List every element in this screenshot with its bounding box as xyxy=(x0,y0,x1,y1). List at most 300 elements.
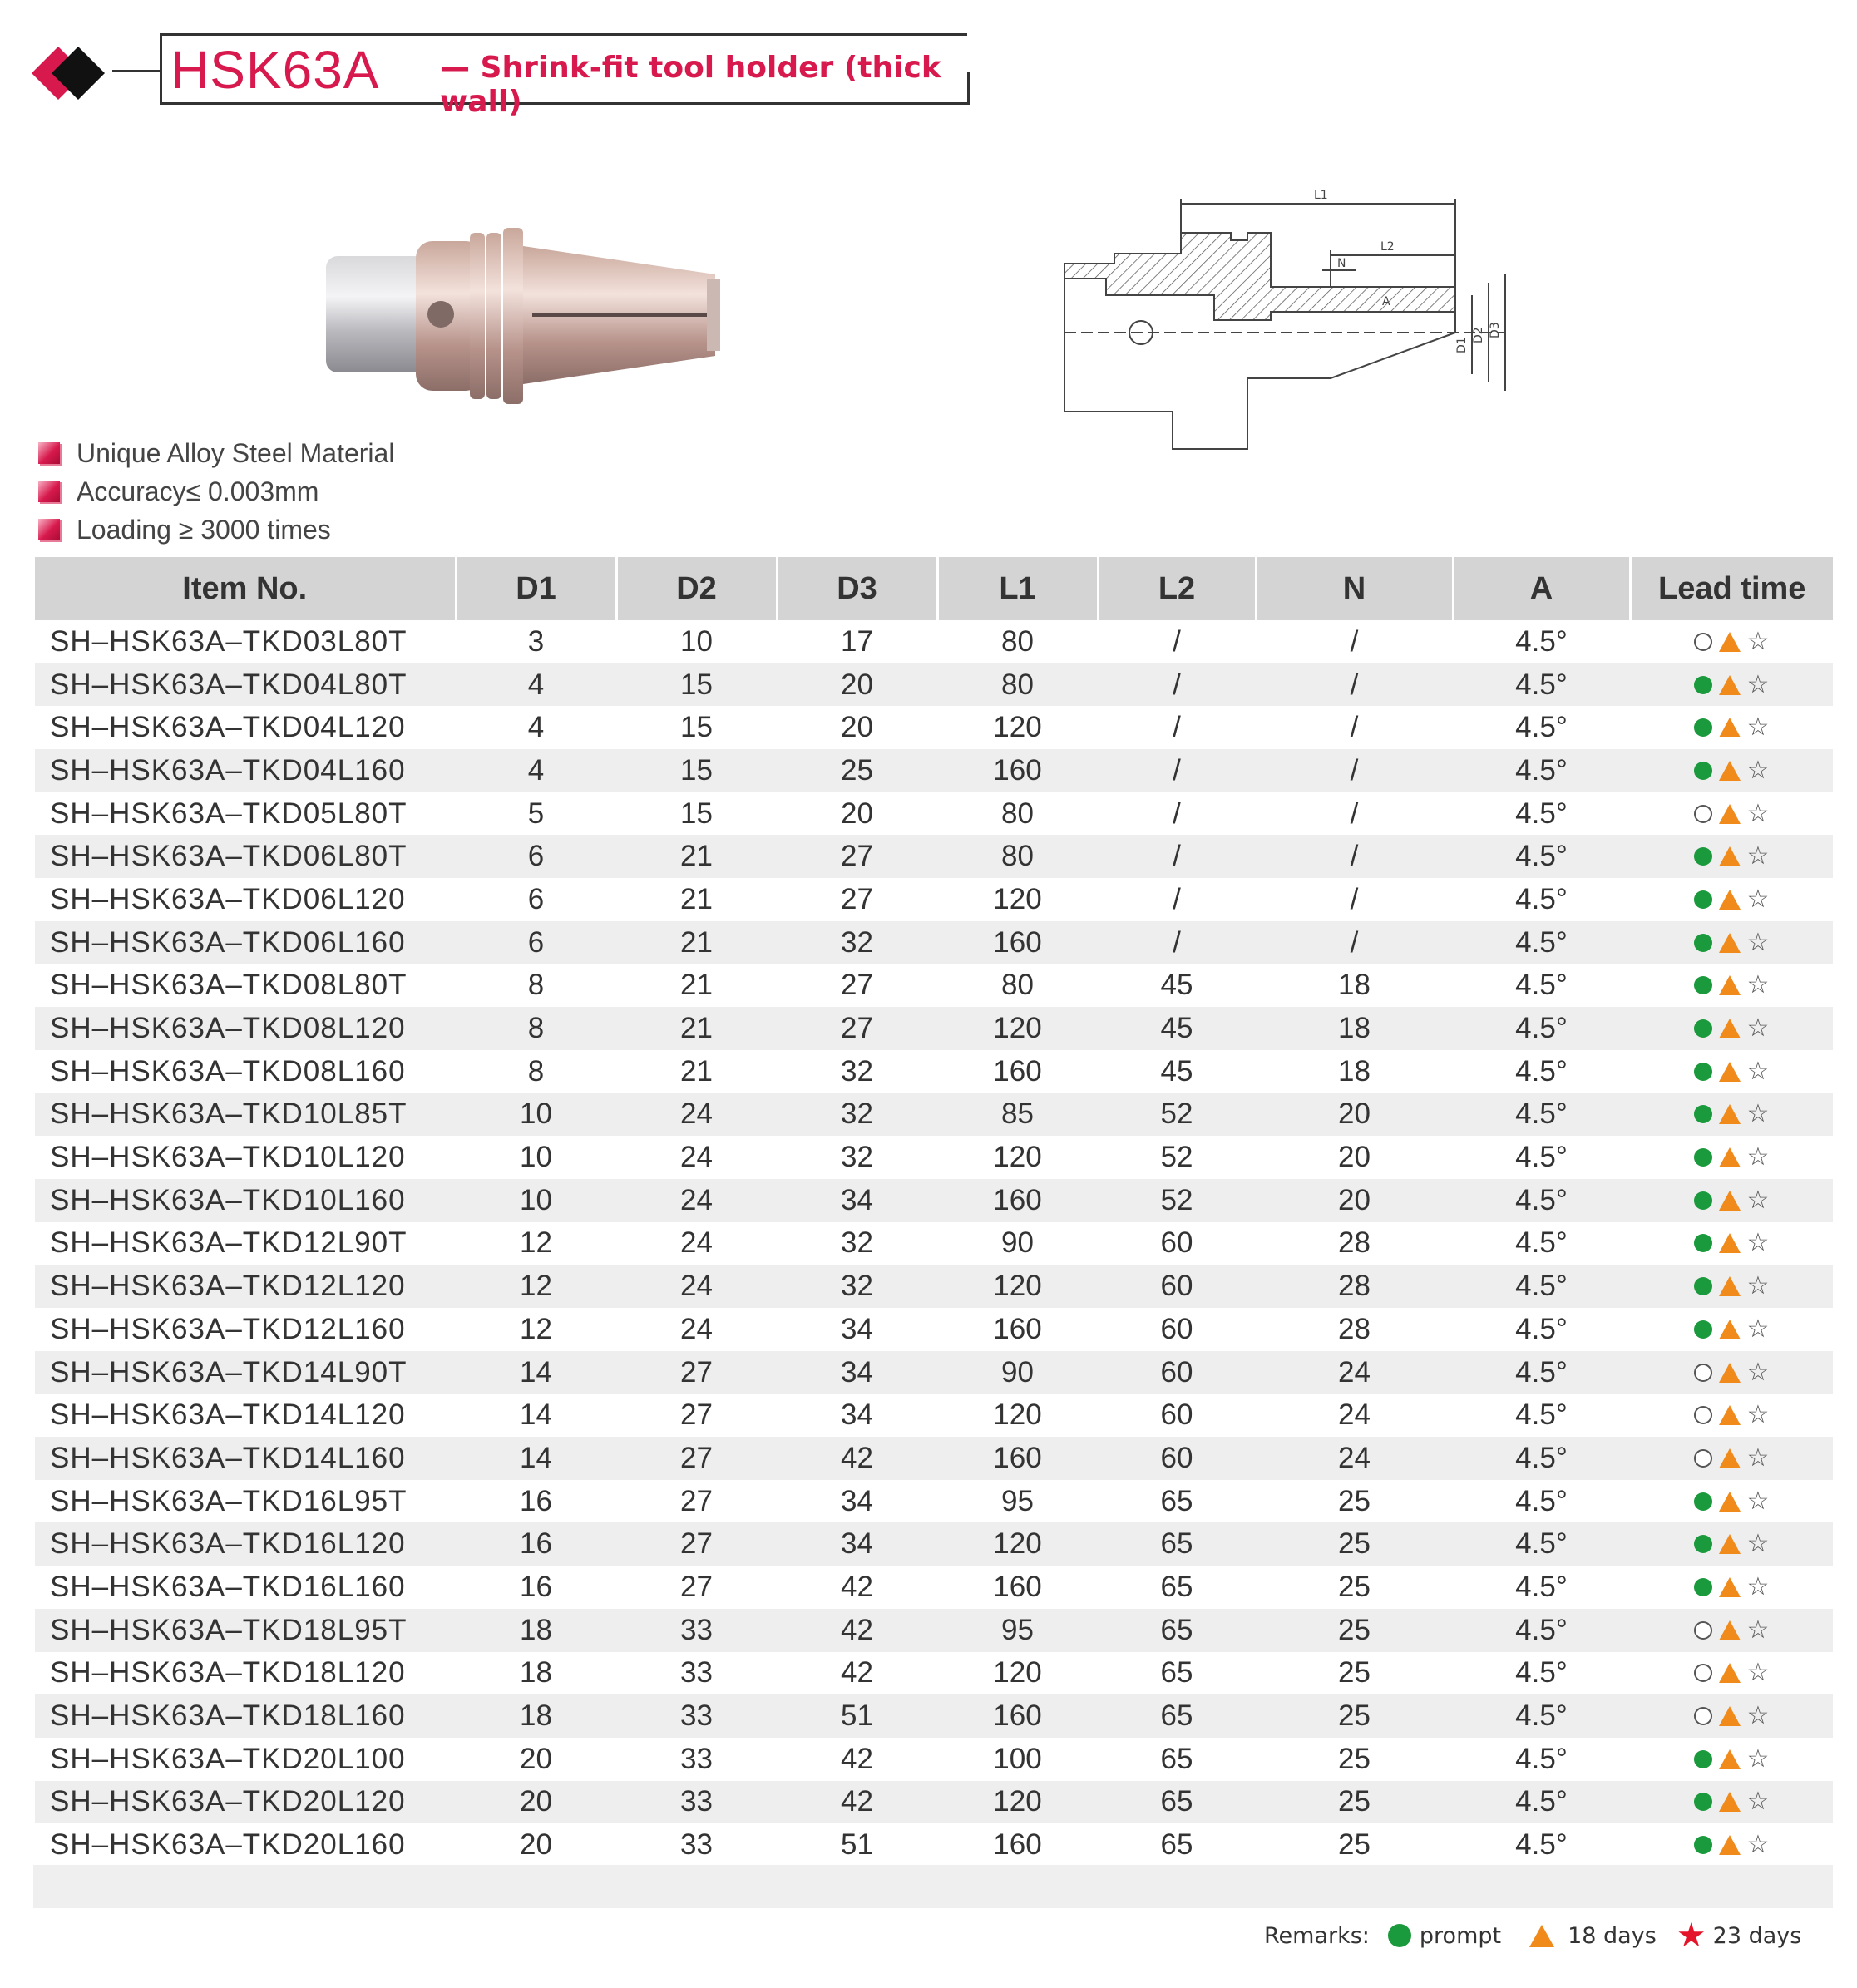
cell-l1: 120 xyxy=(993,1399,1042,1432)
cell-d2: 10 xyxy=(680,624,713,658)
cell-n: / xyxy=(1256,921,1453,964)
orange-triangle-icon xyxy=(1719,1663,1741,1683)
cell-l2: 60 xyxy=(1098,1265,1256,1308)
star-outline-icon: ☆ xyxy=(1746,1830,1770,1860)
cell-d2: 24 xyxy=(680,1226,713,1260)
cell-l2: 52 xyxy=(1160,1141,1193,1174)
orange-triangle-icon xyxy=(1719,1405,1741,1425)
orange-triangle-icon xyxy=(1719,933,1741,953)
cell-l1: 160 xyxy=(937,1694,1098,1738)
cell-lead-time xyxy=(1630,964,1833,1008)
cell-a: 4.5° xyxy=(1453,1437,1630,1480)
cell-l1: 160 xyxy=(937,1179,1098,1222)
cell-l1: 120 xyxy=(937,1781,1098,1824)
lead-time-icons xyxy=(1694,1228,1770,1258)
header-l2: L2 xyxy=(1098,557,1256,620)
cell-n: 24 xyxy=(1256,1351,1453,1394)
cell-item-no: SH–HSK63A–TKD18L95T xyxy=(35,1609,456,1652)
empty-circle-icon xyxy=(1694,1621,1712,1640)
cell-lead-time xyxy=(1630,835,1833,878)
cell-a: 4.5° xyxy=(1515,624,1568,658)
cell-d2: 33 xyxy=(680,1742,713,1775)
table-row xyxy=(35,1394,1833,1437)
cell-n: / xyxy=(1256,835,1453,878)
cell-d2: 15 xyxy=(616,749,777,792)
lead-time-icons xyxy=(1694,1357,1770,1387)
lead-time-icons xyxy=(1694,1571,1770,1601)
cell-d3: 34 xyxy=(841,1399,873,1432)
table-row xyxy=(35,964,1833,1008)
cell-d3: 42 xyxy=(777,1437,937,1480)
cell-lead-time xyxy=(1630,1609,1833,1652)
green-dot-icon xyxy=(1694,934,1712,952)
cell-d2: 27 xyxy=(680,1570,713,1603)
orange-triangle-icon xyxy=(1719,718,1741,737)
empty-circle-icon xyxy=(1694,805,1712,823)
cell-d3: 20 xyxy=(841,711,873,744)
cell-item-no: SH–HSK63A–TKD05L80T xyxy=(50,797,407,830)
cell-d1: 18 xyxy=(520,1656,552,1690)
cell-n: 25 xyxy=(1338,1484,1371,1517)
cell-item-no: SH–HSK63A–TKD16L120 xyxy=(35,1522,456,1566)
drawing-label-d2: D2 xyxy=(1472,327,1485,343)
table-row xyxy=(35,1566,1833,1609)
feature-item xyxy=(38,472,394,511)
cell-d1: 12 xyxy=(520,1226,552,1260)
table-row xyxy=(35,620,1833,663)
green-dot-icon xyxy=(1694,1148,1712,1167)
lead-time-icons xyxy=(1694,1142,1770,1172)
cell-d2: 33 xyxy=(680,1656,713,1690)
lead-time-icons xyxy=(1694,1529,1770,1559)
cell-d1: 20 xyxy=(520,1742,552,1775)
cell-d2: 27 xyxy=(680,1484,713,1517)
cell-l1: 160 xyxy=(993,1312,1042,1345)
cell-l1: 160 xyxy=(993,1570,1042,1603)
cell-item-no: SH–HSK63A–TKD12L90T xyxy=(50,1226,407,1260)
cell-d1: 16 xyxy=(456,1522,616,1566)
cell-lead-time xyxy=(1630,1265,1833,1308)
cell-n: / xyxy=(1350,797,1359,830)
cell-l2: 65 xyxy=(1098,1694,1256,1738)
cell-a: 4.5° xyxy=(1515,882,1568,915)
cell-d1: 16 xyxy=(520,1570,552,1603)
star-outline-icon: ☆ xyxy=(1746,1529,1770,1559)
cell-lead-time xyxy=(1630,663,1833,707)
cell-n: 24 xyxy=(1256,1437,1453,1480)
cell-l1: 160 xyxy=(937,749,1098,792)
cell-d3: 42 xyxy=(841,1742,873,1775)
star-outline-icon: ☆ xyxy=(1746,755,1770,785)
square-bullet-icon xyxy=(38,481,60,502)
cell-lead-time xyxy=(1630,1093,1833,1137)
green-dot-icon xyxy=(1694,1836,1712,1854)
cell-a: 4.5° xyxy=(1453,1694,1630,1738)
cell-n: 25 xyxy=(1338,1570,1371,1603)
cell-l2: 60 xyxy=(1160,1312,1193,1345)
cell-d2: 21 xyxy=(680,1054,713,1088)
cell-d1: 14 xyxy=(456,1351,616,1394)
cell-d3: 27 xyxy=(841,969,873,1002)
cell-item-no: SH–HSK63A–TKD12L160 xyxy=(50,1312,406,1345)
cell-lead-time xyxy=(1630,1222,1833,1265)
cell-d2: 21 xyxy=(616,1007,777,1050)
cell-item-no: SH–HSK63A–TKD08L80T xyxy=(50,969,407,1002)
cell-d1: 8 xyxy=(527,1054,545,1088)
cell-n: 18 xyxy=(1338,969,1371,1002)
cell-l2: / xyxy=(1098,749,1256,792)
star-outline-icon: ☆ xyxy=(1746,884,1770,914)
cell-d1: 8 xyxy=(527,969,545,1002)
table-row xyxy=(35,1093,1833,1137)
cell-l2: 60 xyxy=(1160,1399,1193,1432)
cell-a: 4.5° xyxy=(1515,1054,1568,1088)
lead-time-icons xyxy=(1694,1744,1770,1773)
table-header-row xyxy=(35,557,1833,620)
lead-time-icons xyxy=(1694,1701,1770,1731)
star-outline-icon: ☆ xyxy=(1746,1271,1770,1301)
cell-l1: 160 xyxy=(993,1828,1042,1862)
cell-l2: / xyxy=(1173,624,1181,658)
lead-time-icons xyxy=(1694,1099,1770,1129)
cell-d1: 16 xyxy=(520,1484,552,1517)
cell-d3: 34 xyxy=(777,1351,937,1394)
lead-time-icons xyxy=(1694,1615,1770,1645)
cell-lead-time xyxy=(1630,1179,1833,1222)
cell-d3: 25 xyxy=(777,749,937,792)
cell-d1: 18 xyxy=(456,1694,616,1738)
cell-n: 18 xyxy=(1338,1054,1371,1088)
orange-triangle-icon xyxy=(1719,1233,1741,1253)
cell-d2: 27 xyxy=(616,1522,777,1566)
feature-text: Loading ≥ 3000 times xyxy=(77,514,331,545)
orange-triangle-icon xyxy=(1719,1620,1741,1640)
cell-d2: 21 xyxy=(680,969,713,1002)
cell-d3: 32 xyxy=(841,1054,873,1088)
star-outline-icon: ☆ xyxy=(1746,1744,1770,1773)
orange-triangle-icon xyxy=(1719,1835,1741,1855)
star-outline-icon: ☆ xyxy=(1746,970,1770,1000)
orange-triangle-icon xyxy=(1719,890,1741,910)
cell-l1: 160 xyxy=(937,1437,1098,1480)
cell-l1: 160 xyxy=(993,1054,1042,1088)
lead-time-icons xyxy=(1694,970,1770,1000)
remarks-23-days: 23 days xyxy=(1712,1922,1802,1949)
table-row xyxy=(35,1480,1833,1523)
cell-l1: 120 xyxy=(937,1522,1098,1566)
square-bullet-icon xyxy=(38,519,60,540)
spec-table-wrapper xyxy=(35,557,1833,1867)
cell-item-no: SH–HSK63A–TKD20L120 xyxy=(35,1781,456,1824)
table-row xyxy=(35,1136,1833,1179)
cell-lead-time xyxy=(1630,878,1833,921)
cell-n: 20 xyxy=(1256,1093,1453,1137)
cell-d3: 32 xyxy=(841,1141,873,1174)
cell-d2: 15 xyxy=(680,797,713,830)
cell-d2: 21 xyxy=(616,835,777,878)
table-row xyxy=(35,1222,1833,1265)
table-row xyxy=(35,1437,1833,1480)
cell-item-no: SH–HSK63A–TKD10L120 xyxy=(50,1141,406,1174)
cell-l2: 45 xyxy=(1160,1054,1193,1088)
cell-l1: 80 xyxy=(1001,797,1034,830)
cell-item-no: SH–HSK63A–TKD04L160 xyxy=(35,749,456,792)
cell-d3: 32 xyxy=(777,1093,937,1137)
cell-item-no: SH–HSK63A–TKD08L120 xyxy=(35,1007,456,1050)
lead-time-icons xyxy=(1694,1486,1770,1516)
cell-n: 18 xyxy=(1256,1007,1453,1050)
cell-a: 4.5° xyxy=(1515,1570,1568,1603)
cell-lead-time xyxy=(1630,1437,1833,1480)
cell-l2: 45 xyxy=(1098,1007,1256,1050)
orange-triangle-icon xyxy=(1719,1104,1741,1124)
cell-d2: 24 xyxy=(680,1141,713,1174)
remarks-label: Remarks: xyxy=(1264,1922,1370,1949)
cell-d3: 42 xyxy=(841,1656,873,1690)
cell-d3: 27 xyxy=(777,835,937,878)
cell-a: 4.5° xyxy=(1515,1141,1568,1174)
cell-d2: 33 xyxy=(616,1781,777,1824)
table-row xyxy=(35,835,1833,878)
cell-n: / xyxy=(1350,882,1359,915)
table-row xyxy=(35,1007,1833,1050)
cell-lead-time xyxy=(1630,921,1833,964)
cell-l1: 80 xyxy=(1001,969,1034,1002)
cell-l1: 90 xyxy=(937,1351,1098,1394)
cell-n: 25 xyxy=(1338,1828,1371,1862)
feature-item xyxy=(38,511,394,549)
cell-l2: 65 xyxy=(1160,1742,1193,1775)
drawing-label-l1: L1 xyxy=(1314,189,1328,202)
cell-n: 25 xyxy=(1338,1742,1371,1775)
drawing-label-l2: L2 xyxy=(1380,240,1395,254)
star-outline-icon: ☆ xyxy=(1746,626,1770,656)
technical-drawing xyxy=(1056,187,1538,453)
cell-a: 4.5° xyxy=(1515,1742,1568,1775)
cell-n: 25 xyxy=(1256,1522,1453,1566)
cell-l1: 160 xyxy=(937,921,1098,964)
cell-lead-time xyxy=(1630,1652,1833,1695)
green-dot-icon xyxy=(1694,1793,1712,1811)
cell-d1: 12 xyxy=(520,1312,552,1345)
cell-d3: 42 xyxy=(841,1570,873,1603)
orange-triangle-icon xyxy=(1719,1191,1741,1211)
cell-d1: 10 xyxy=(520,1141,552,1174)
header-connector-line xyxy=(112,70,161,72)
lead-time-icons xyxy=(1694,1830,1770,1860)
lead-time-icons xyxy=(1694,1314,1770,1344)
cell-item-no: SH–HSK63A–TKD06L160 xyxy=(35,921,456,964)
spec-table xyxy=(35,557,1833,1867)
orange-triangle-icon xyxy=(1719,1363,1741,1383)
table-row xyxy=(35,1781,1833,1824)
cell-l2: 45 xyxy=(1160,969,1193,1002)
cell-d1: 4 xyxy=(456,663,616,707)
lead-time-icons xyxy=(1694,841,1770,871)
cell-d3: 42 xyxy=(777,1781,937,1824)
cell-a: 4.5° xyxy=(1515,1399,1568,1432)
cell-d3: 27 xyxy=(841,882,873,915)
orange-triangle-icon xyxy=(1719,975,1741,995)
cell-a: 4.5° xyxy=(1453,835,1630,878)
cell-l2: / xyxy=(1173,797,1181,830)
cell-lead-time xyxy=(1630,1738,1833,1781)
orange-triangle-icon xyxy=(1719,632,1741,652)
cell-l1: 120 xyxy=(993,882,1042,915)
cell-item-no: SH–HSK63A–TKD14L90T xyxy=(35,1351,456,1394)
cell-item-no: SH–HSK63A–TKD06L80T xyxy=(35,835,456,878)
cell-d1: 6 xyxy=(527,882,545,915)
star-outline-icon: ☆ xyxy=(1746,1014,1770,1043)
cell-l2: / xyxy=(1173,711,1181,744)
cell-a: 4.5° xyxy=(1515,797,1568,830)
feature-text: Unique Alloy Steel Material xyxy=(77,437,395,468)
remarks-legend xyxy=(1264,1916,1802,1955)
cell-l2: / xyxy=(1173,882,1181,915)
cell-l1: 120 xyxy=(993,711,1042,744)
cell-d2: 33 xyxy=(680,1828,713,1862)
empty-circle-icon xyxy=(1694,1449,1712,1468)
cell-d2: 24 xyxy=(680,1312,713,1345)
cell-item-no: SH–HSK63A–TKD16L95T xyxy=(50,1484,407,1517)
cell-n: 24 xyxy=(1338,1399,1371,1432)
cell-d1: 12 xyxy=(456,1265,616,1308)
star-outline-icon: ☆ xyxy=(1746,1400,1770,1430)
cell-lead-time xyxy=(1630,1566,1833,1609)
cell-item-no: SH–HSK63A–TKD14L160 xyxy=(35,1437,456,1480)
cell-l2: 65 xyxy=(1160,1828,1193,1862)
cell-d1: 14 xyxy=(456,1437,616,1480)
cell-d3: 34 xyxy=(841,1484,873,1517)
cell-d1: 10 xyxy=(456,1093,616,1137)
cell-item-no: SH–HSK63A–TKD18L120 xyxy=(50,1656,406,1690)
header-item-no: Item No. xyxy=(35,557,456,620)
table-row xyxy=(35,1179,1833,1222)
square-bullet-icon xyxy=(38,442,60,464)
orange-triangle-icon xyxy=(1719,1492,1741,1512)
header-a: A xyxy=(1453,557,1630,620)
cell-d1: 6 xyxy=(456,921,616,964)
cell-n: 28 xyxy=(1256,1265,1453,1308)
green-dot-icon xyxy=(1694,1063,1712,1081)
drawing-label-d1: D1 xyxy=(1455,337,1469,353)
cell-l2: 60 xyxy=(1098,1437,1256,1480)
header-n: N xyxy=(1256,557,1453,620)
header-d2: D2 xyxy=(616,557,777,620)
cell-lead-time xyxy=(1630,1694,1833,1738)
green-dot-icon xyxy=(1694,1578,1712,1596)
cell-lead-time xyxy=(1630,1136,1833,1179)
cell-a: 4.5° xyxy=(1515,1312,1568,1345)
table-row xyxy=(35,878,1833,921)
cell-l2: 65 xyxy=(1160,1570,1193,1603)
page-title: HSK63A xyxy=(170,40,380,100)
cell-d2: 15 xyxy=(616,663,777,707)
cell-d3: 34 xyxy=(841,1312,873,1345)
lead-time-icons xyxy=(1694,1056,1770,1086)
lead-time-icons xyxy=(1694,1400,1770,1430)
table-row xyxy=(35,1050,1833,1093)
remarks-prompt: prompt xyxy=(1419,1922,1502,1949)
cell-n: 28 xyxy=(1338,1226,1371,1260)
cell-d1: 20 xyxy=(456,1781,616,1824)
header-d1: D1 xyxy=(456,557,616,620)
lead-time-icons xyxy=(1694,1443,1770,1473)
lead-time-icons xyxy=(1694,1016,1770,1041)
cell-lead-time xyxy=(1630,1007,1833,1050)
cell-a: 4.5° xyxy=(1453,1179,1630,1222)
cell-d2: 33 xyxy=(616,1609,777,1652)
cell-item-no: SH–HSK63A–TKD06L120 xyxy=(50,882,406,915)
cell-n: 25 xyxy=(1256,1609,1453,1652)
cell-d3: 51 xyxy=(777,1694,937,1738)
cell-l1: 120 xyxy=(993,1656,1042,1690)
orange-triangle-icon xyxy=(1719,761,1741,781)
cell-a: 4.5° xyxy=(1453,1007,1630,1050)
cell-d3: 17 xyxy=(841,624,873,658)
cell-d2: 27 xyxy=(616,1437,777,1480)
star-outline-icon: ☆ xyxy=(1746,1571,1770,1601)
page-subtitle: — Shrink-fit tool holder (thick wall) xyxy=(440,51,941,119)
cell-item-no: SH–HSK63A–TKD03L80T xyxy=(50,624,407,658)
cell-d2: 27 xyxy=(680,1399,713,1432)
cell-l1: 95 xyxy=(1001,1484,1034,1517)
cell-l2: / xyxy=(1098,921,1256,964)
cell-item-no: SH–HSK63A–TKD04L120 xyxy=(50,711,406,744)
table-row xyxy=(35,1265,1833,1308)
cell-a: 4.5° xyxy=(1453,1781,1630,1824)
cell-lead-time xyxy=(1630,792,1833,836)
title-box xyxy=(160,33,967,119)
cell-d3: 32 xyxy=(777,1265,937,1308)
cell-a: 4.5° xyxy=(1515,1656,1568,1690)
cell-lead-time xyxy=(1630,1823,1833,1867)
green-dot-icon xyxy=(1694,890,1712,909)
cell-d2: 24 xyxy=(616,1265,777,1308)
cell-item-no: SH–HSK63A–TKD20L160 xyxy=(50,1828,406,1862)
lead-time-icons xyxy=(1694,1658,1770,1688)
cell-n: 25 xyxy=(1256,1694,1453,1738)
orange-triangle-icon xyxy=(1719,1320,1741,1339)
cell-d1: 3 xyxy=(527,624,545,658)
cell-lead-time xyxy=(1630,620,1833,663)
cell-l1: 120 xyxy=(937,1007,1098,1050)
cell-l2: 52 xyxy=(1098,1179,1256,1222)
cell-d1: 4 xyxy=(456,749,616,792)
cell-d2: 15 xyxy=(680,711,713,744)
orange-triangle-icon xyxy=(1529,1925,1554,1947)
drawing-label-d3: D3 xyxy=(1489,322,1502,338)
cell-a: 4.5° xyxy=(1515,1828,1568,1862)
table-body xyxy=(35,620,1833,1867)
cell-d3: 32 xyxy=(777,921,937,964)
table-row xyxy=(35,1652,1833,1695)
cell-n: / xyxy=(1350,624,1359,658)
cell-d1: 5 xyxy=(527,797,545,830)
cell-d2: 21 xyxy=(680,882,713,915)
cell-lead-time xyxy=(1630,749,1833,792)
cell-d1: 18 xyxy=(456,1609,616,1652)
cell-d1: 10 xyxy=(456,1179,616,1222)
cell-a: 4.5° xyxy=(1453,749,1630,792)
cell-lead-time xyxy=(1630,1480,1833,1523)
cell-l2: / xyxy=(1098,663,1256,707)
cell-d1: 20 xyxy=(520,1828,552,1862)
cell-l1: 85 xyxy=(937,1093,1098,1137)
cell-n: / xyxy=(1350,711,1359,744)
orange-triangle-icon xyxy=(1719,1276,1741,1296)
star-outline-icon: ☆ xyxy=(1746,1056,1770,1086)
